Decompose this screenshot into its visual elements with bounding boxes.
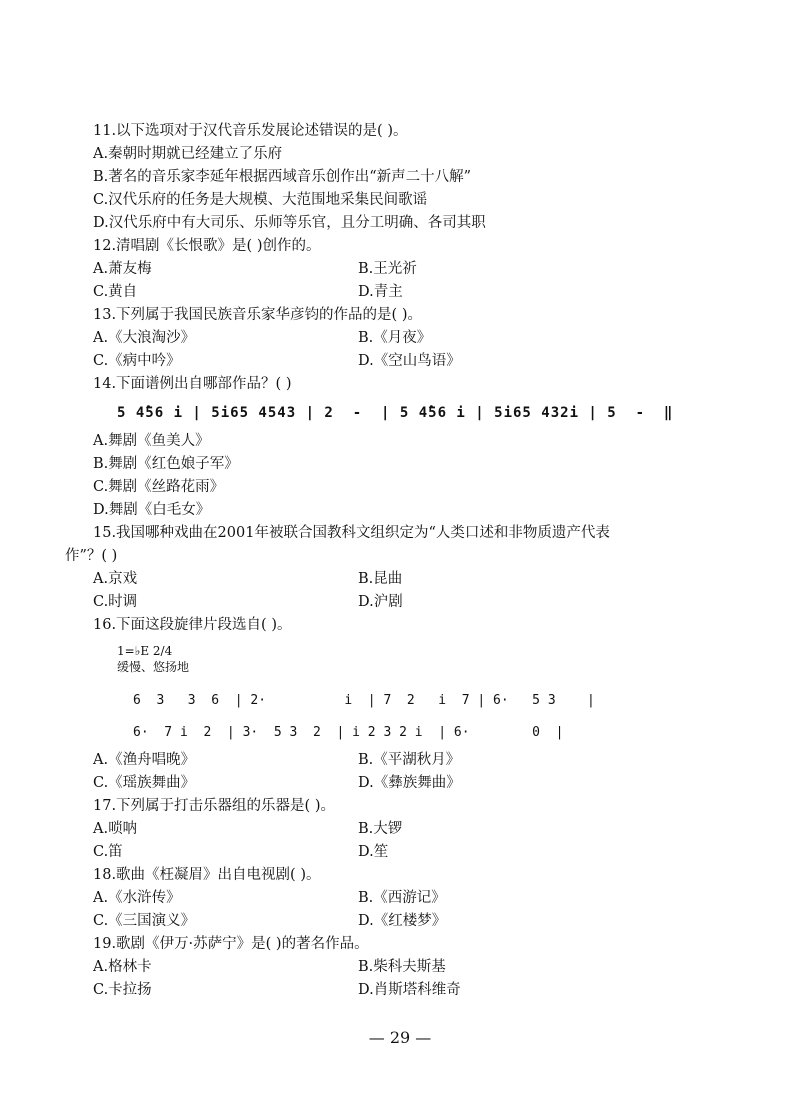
question-13-options-row2 — [93, 350, 713, 373]
question-17-option-d: D.笙 — [358, 844, 389, 860]
question-17-stem: 17.下列属于打击乐器组的乐器是( )。 — [93, 798, 335, 814]
question-12-option-a: A.萧友梅 — [93, 261, 152, 277]
question-16-option-a: A.《渔舟唱晚》 — [93, 752, 196, 768]
question-19-option-b: B.柴科夫斯基 — [358, 959, 446, 975]
question-13-option-a: A.《大浪淘沙》 — [93, 330, 196, 346]
question-11-option-c: C.汉代乐府的任务是大规模、大范围地采集民间歌谣 — [93, 192, 428, 208]
question-16-option-b: B.《平湖秋月》 — [358, 752, 461, 768]
question-13-option-c: C.《病中吟》 — [93, 353, 181, 369]
question-11-option-d: D.汉代乐府中有大司乐、乐师等乐官，且分工明确、各司其职 — [93, 215, 486, 231]
question-16-melody-line-2: 6· 7 i 2 | 3· 5 3 2 | i 2 3 2 i | 6· 0 | — [133, 725, 564, 740]
question-18-option-d: D.《红楼梦》 — [358, 913, 447, 929]
question-18-stem: 18.歌曲《枉凝眉》出自电视剧( )。 — [93, 867, 321, 883]
question-15-stem-continued: 作”？( ) — [65, 548, 118, 564]
question-list — [65, 120, 713, 1002]
question-16-option-d: D.《彝族舞曲》 — [358, 775, 461, 791]
question-12-options-row2 — [93, 281, 713, 304]
question-16-stem: 16.下面这段旋律片段选自( )。 — [93, 617, 292, 633]
question-19-option-d: D.肖斯塔科维奇 — [358, 982, 461, 998]
question-15-option-b: B.昆曲 — [358, 571, 403, 587]
question-19-option-c: C.卡拉扬 — [93, 982, 152, 998]
question-16-options-row2 — [93, 772, 713, 795]
question-16-key-signature: 1=♭E 2/4 — [117, 644, 173, 658]
question-11-stem: 11.以下选项对于汉代音乐发展论述错误的是( )。 — [93, 123, 408, 139]
question-18-option-c: C.《三国演义》 — [93, 913, 196, 929]
question-17-option-b: B.大锣 — [358, 821, 403, 837]
question-14-option-d: D.舞剧《白毛女》 — [93, 502, 211, 518]
question-18-options-row1 — [93, 887, 713, 910]
question-16-tempo-marking: 缓慢、悠扬地 — [117, 660, 190, 674]
question-13-options-row1 — [93, 327, 713, 350]
question-15-option-d: D.沪剧 — [358, 594, 403, 610]
question-15-options-row1 — [93, 568, 713, 591]
question-11-option-a: A.秦朝时期就已经建立了乐府 — [93, 146, 283, 162]
question-17-option-c: C.笛 — [93, 844, 123, 860]
question-16-options-row1 — [93, 749, 713, 772]
question-12-option-d: D.青主 — [358, 284, 403, 300]
question-15-option-a: A.京戏 — [93, 571, 138, 587]
question-11-option-b: B.著名的音乐家李延年根据西域音乐创作出“新声二十八解” — [93, 169, 472, 185]
question-13-stem: 13.下列属于我国民族音乐家华彦钧的作品的是( )。 — [93, 307, 422, 323]
question-17-options-row2 — [93, 841, 713, 864]
question-12-options-row1 — [93, 258, 713, 281]
question-15-stem: 15.我国哪种戏曲在2001年被联合国教科文组织定为“人类口述和非物质遗产代表 — [93, 525, 610, 541]
question-16-option-c: C.《瑶族舞曲》 — [93, 775, 196, 791]
question-14-option-b: B.舞剧《红色娘子军》 — [93, 456, 239, 472]
question-19-stem: 19.歌剧《伊万·苏萨宁》是( )的著名作品。 — [93, 936, 369, 952]
question-12-stem: 12.清唱剧《长恨歌》是( )创作的。 — [93, 238, 321, 254]
question-18-options-row2 — [93, 910, 713, 933]
question-12-option-c: C.黄自 — [93, 284, 138, 300]
question-14-option-a: A.舞剧《鱼美人》 — [93, 433, 210, 449]
question-17-option-a: A.唢呐 — [93, 821, 138, 837]
question-14-option-c: C.舞剧《丝路花雨》 — [93, 479, 225, 495]
question-12-option-b: B.王光祈 — [358, 261, 417, 277]
question-19-options-row2 — [93, 979, 713, 1002]
page-number: — 29 — — [368, 1028, 432, 1047]
question-16-melody-line-1: 6 3 3 6 | 2· i | 7 2 i 7 | 6· 5 3 | — [133, 693, 595, 708]
question-13-option-b: B.《月夜》 — [358, 330, 432, 346]
question-18-option-b: B.《西游记》 — [358, 890, 446, 906]
question-14-score: 5 4̂56 i | 5i65 4543 | 2 - | 5 4̂56 i | 5i65 432i | 5 - ‖ — [117, 405, 674, 421]
question-19-option-a: A.格林卡 — [93, 959, 152, 975]
question-17-options-row1 — [93, 818, 713, 841]
question-15-options-row2 — [93, 591, 713, 614]
question-18-option-a: A.《水浒传》 — [93, 890, 181, 906]
question-19-options-row1 — [93, 956, 713, 979]
question-14-stem: 14.下面谱例出自哪部作品？( ) — [93, 376, 292, 392]
question-13-option-d: D.《空山鸟语》 — [358, 353, 461, 369]
question-15-option-c: C.时调 — [93, 594, 138, 610]
